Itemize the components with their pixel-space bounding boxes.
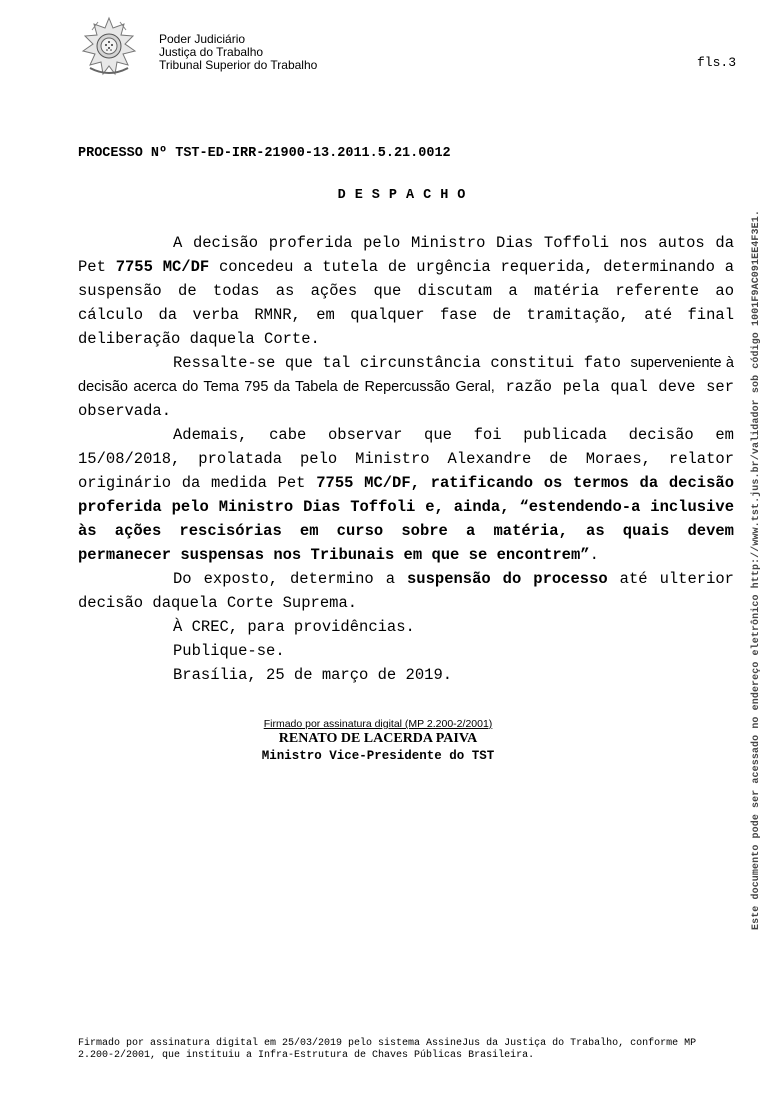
- paragraph-1-text-c: concedeu a tutela de urgência requerida, determinando a suspensão de todas as ações que discutam a matéria referente ao cálculo da verba RMNR, em qualquer fase de tramitação, até final deliberação daquela Corte.: [78, 258, 735, 348]
- header-line-2: Justiça do Trabalho: [159, 45, 264, 59]
- paragraph-5: À CREC, para providências.: [173, 618, 415, 636]
- paragraph-3: [78, 423, 734, 567]
- paragraph-6: Publique-se.: [173, 642, 285, 660]
- coat-of-arms-icon: [78, 16, 140, 78]
- paragraph-4-text-c: até ulterior decisão daquela Corte Suprema.: [78, 570, 734, 612]
- paragraph-2-text-a: Ressalte-se que tal circunstância constitui fato: [173, 354, 631, 372]
- paragraph-1-text-b: 7755 MC/DF: [115, 258, 210, 276]
- paragraph-4-text-b: suspensão do processo: [406, 570, 608, 588]
- paragraph-1-text-a: A decisão proferida pelo Ministro Dias Toffoli nos autos da Pet: [78, 234, 734, 276]
- footer-note: Firmado por assinatura digital em 25/03/2019 pelo sistema AssineJus da Justiça do Trabalho, conforme MP 2.200-2/2001, que instituiu a Infra-Estrutura de Chaves Públicas Brasileira.: [78, 1038, 697, 1061]
- paragraph-4-text-a: Do exposto, determino a: [173, 570, 407, 588]
- paragraph-2-text-b: superveniente à decisão acerca do Tema 795 da Tabela de Repercussão Geral,: [78, 355, 734, 395]
- paragraph-1: [78, 231, 734, 351]
- document-body: [78, 231, 734, 687]
- signature-note: Firmado por assinatura digital (MP 2.200-2/2001): [263, 718, 493, 730]
- paragraph-3-text-c: , ratificando os termos da decisão proferida pelo Ministro Dias Toffoli e, ainda, “estendendo-a inclusive às ações rescisórias em curso sobre a matéria, as quais devem permanecer suspensas nos Tribunais em que se encontrem”: [78, 474, 734, 564]
- signer-role: Ministro Vice-Presidente do TST: [261, 749, 495, 763]
- paragraph-2: [78, 351, 734, 423]
- validation-side-text: Este documento pode ser acessado no endereço eletrônico http://www.tst.jus.br/validador sob código 1001F9AC091EE4F3E1.: [751, 210, 762, 930]
- signature-block: [78, 718, 734, 765]
- document-title: DESPACHO: [337, 188, 475, 203]
- paragraph-3-text-a: Ademais, cabe observar que foi publicada decisão em 15/08/2018, prolatada pelo Ministro Alexandre de Moraes, relator originário da medida Pet: [78, 426, 734, 492]
- process-number: PROCESSO Nº TST-ED-IRR-21900-13.2011.5.21.0012: [78, 146, 451, 161]
- paragraph-7: Brasília, 25 de março de 2019.: [173, 666, 453, 684]
- court-header: [159, 33, 317, 72]
- paragraph-2-text-c: razão pela qual deve ser observada.: [78, 378, 734, 420]
- paragraph-3-text-b: 7755 MC/DF: [316, 474, 411, 492]
- header-line-1: Poder Judiciário: [159, 32, 246, 46]
- paragraph-4: [78, 567, 734, 615]
- header-line-3: Tribunal Superior do Trabalho: [159, 58, 318, 72]
- signer-name: RENATO DE LACERDA PAIVA: [278, 731, 478, 746]
- paragraph-3-text-d: .: [589, 546, 599, 564]
- page-reference: fls.3: [696, 55, 736, 70]
